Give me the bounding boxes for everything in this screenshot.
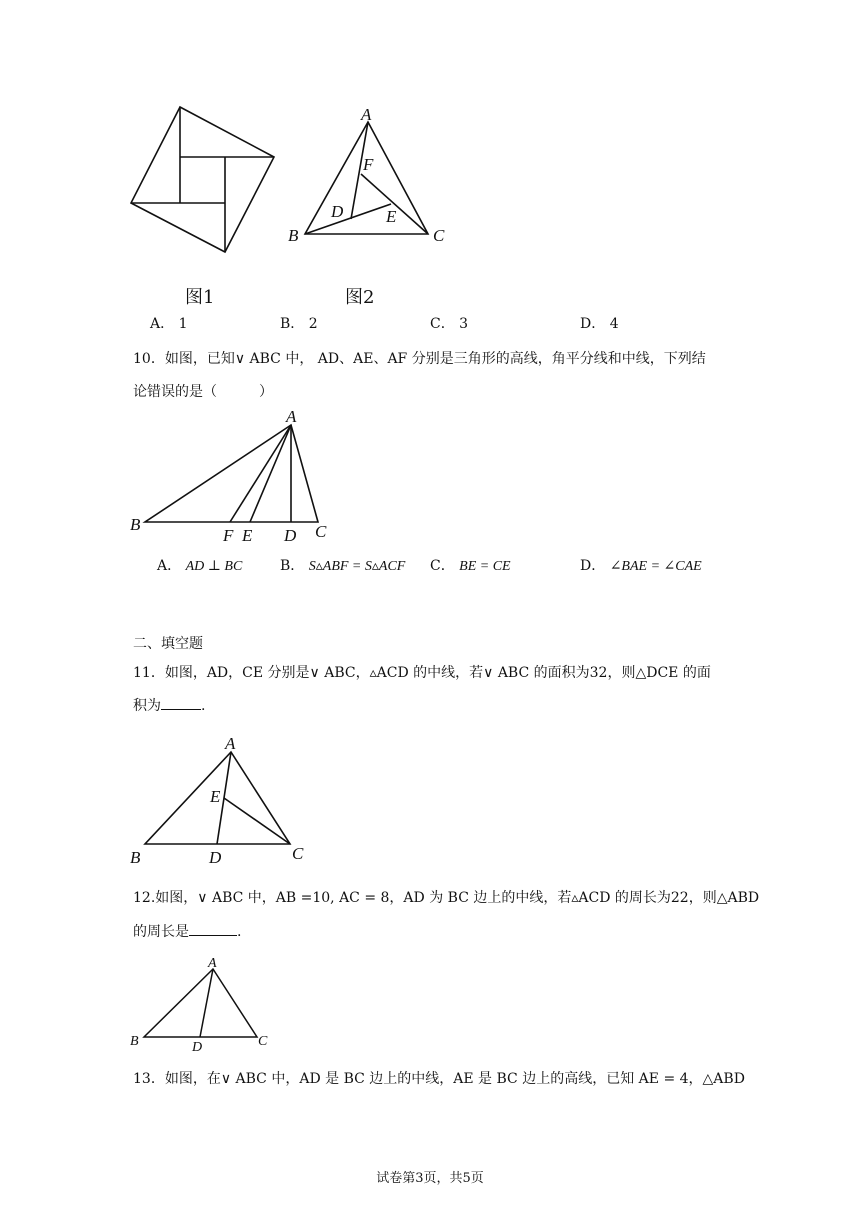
- q10-option-a: A． AD ⊥ BC: [157, 558, 243, 574]
- q12-label-d: D: [192, 1040, 203, 1052]
- q9-figure-2: [283, 104, 453, 249]
- q11-answer-blank[interactable]: [161, 695, 201, 710]
- fig2-label-a: A: [361, 105, 372, 124]
- q12-figure: [128, 952, 278, 1052]
- q10-option-b: B． S▵ABF = S▵ACF: [280, 558, 406, 574]
- q12-label-b: B: [130, 1034, 139, 1049]
- q11-label-c: C: [292, 844, 304, 863]
- q11-stem-line-1: 11．如图，AD，CE 分别是∨ ABC，▵ACD 的中线，若∨ ABC 的面积为32，则△DCE 的面: [133, 665, 711, 681]
- q10-option-d: D． ∠BAE = ∠CAE: [580, 558, 702, 574]
- q9-option-d: D． 4: [580, 316, 619, 332]
- q13-stem-line-1: 13．如图，在∨ ABC 中，AD 是 BC 边上的中线，AE 是 BC 边上的高线，已知 AE = 4，△ABD: [133, 1071, 745, 1087]
- q10-label-f: F: [223, 526, 234, 545]
- fig2-label-b: B: [288, 226, 299, 245]
- q10-label-b: B: [130, 515, 141, 534]
- q12-answer-blank[interactable]: [189, 921, 237, 936]
- fig2-label-f: F: [363, 155, 374, 174]
- q10-label-a: A: [286, 407, 297, 426]
- q9-figure-1: [125, 100, 285, 260]
- q12-stem-line-2: 的周长是 .: [133, 921, 733, 942]
- q9-option-a: A． 1: [150, 316, 188, 332]
- q9-option-b: B． 2: [280, 316, 318, 332]
- q12-label-a: A: [208, 956, 217, 971]
- page-footer: 试卷第3页，共5页: [376, 1171, 484, 1186]
- q11-label-a: A: [225, 734, 236, 753]
- q11-stem-line-2: 积为 .: [133, 695, 733, 716]
- q12-stem-line-1: 12.如图，∨ ABC 中，AB =10, AC = 8，AD 为 BC 边上的中线，若▵ACD 的周长为22，则△ABD: [133, 890, 760, 906]
- fig2-label-d: D: [331, 202, 344, 221]
- q11-label-e: E: [210, 787, 221, 806]
- q10-figure: [128, 405, 343, 550]
- q10-label-c: C: [315, 522, 327, 541]
- q12-label-c: C: [258, 1034, 268, 1049]
- q11-label-b: B: [130, 848, 141, 867]
- q10-label-d: D: [284, 526, 297, 545]
- q10-label-e: E: [242, 526, 253, 545]
- q10-option-c: C． BE = CE: [430, 558, 511, 574]
- q10-stem-line-2: 论错误的是（ ）: [133, 384, 273, 400]
- fig2-label-e: E: [386, 207, 397, 226]
- q11-figure: [128, 732, 313, 872]
- fig2-label-c: C: [433, 226, 445, 245]
- fig1-caption: 图1: [185, 287, 215, 308]
- section-title: 二、填空题: [133, 636, 203, 652]
- q10-stem-line-1: 10．如图，已知∨ ABC 中， AD、AE、AF 分别是三角形的高线，角平分线和中线，下列结: [133, 351, 706, 367]
- q9-option-c: C． 3: [430, 316, 469, 332]
- fig2-caption: 图2: [345, 287, 375, 308]
- q11-label-d: D: [209, 848, 222, 867]
